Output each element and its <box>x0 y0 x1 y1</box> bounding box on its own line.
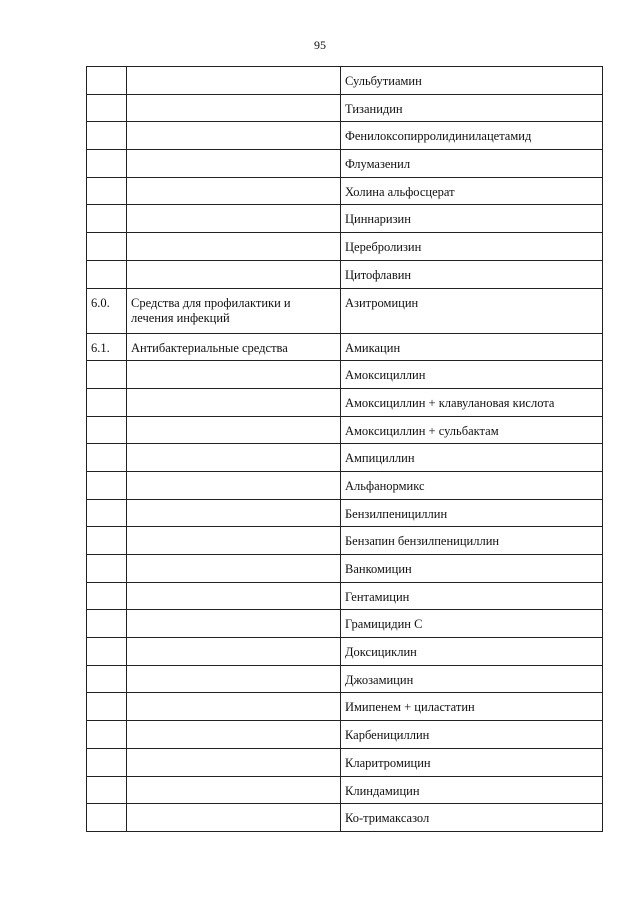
drug-name-cell: Азитромицин <box>341 288 603 333</box>
section-code-cell <box>87 748 127 776</box>
section-code-cell: 6.1. <box>87 333 127 361</box>
drug-name-cell: Карбенициллин <box>341 721 603 749</box>
section-code-cell <box>87 499 127 527</box>
category-cell <box>127 582 341 610</box>
section-code-cell <box>87 776 127 804</box>
section-code-cell <box>87 205 127 233</box>
category-cell: Средства для профилактики и лечения инфекций <box>127 288 341 333</box>
table-row <box>87 177 603 205</box>
section-code-cell <box>87 416 127 444</box>
drug-list-table <box>86 66 603 832</box>
drug-name-cell: Бензилпенициллин <box>341 499 603 527</box>
category-cell <box>127 471 341 499</box>
table-row <box>87 721 603 749</box>
section-code-cell <box>87 361 127 389</box>
table-row-section <box>87 333 603 361</box>
category-cell <box>127 610 341 638</box>
table-row <box>87 150 603 178</box>
category-cell <box>127 177 341 205</box>
category-cell <box>127 444 341 472</box>
table-row <box>87 665 603 693</box>
table-row <box>87 205 603 233</box>
category-cell <box>127 693 341 721</box>
section-code-cell <box>87 388 127 416</box>
drug-name-cell: Амоксициллин + сульбактам <box>341 416 603 444</box>
table-row <box>87 610 603 638</box>
section-code-cell <box>87 444 127 472</box>
category-cell <box>127 748 341 776</box>
category-cell <box>127 499 341 527</box>
category-cell <box>127 638 341 666</box>
drug-name-cell: Ванкомицин <box>341 555 603 583</box>
drug-name-cell: Имипенем + циластатин <box>341 693 603 721</box>
drug-name-cell: Церебролизин <box>341 233 603 261</box>
section-code-cell <box>87 555 127 583</box>
section-code-cell <box>87 122 127 150</box>
category-cell <box>127 67 341 95</box>
drug-name-cell: Доксициклин <box>341 638 603 666</box>
drug-name-cell: Тизанидин <box>341 94 603 122</box>
table-row <box>87 555 603 583</box>
category-cell <box>127 233 341 261</box>
category-cell <box>127 804 341 832</box>
category-cell <box>127 122 341 150</box>
table-row <box>87 499 603 527</box>
section-code-cell <box>87 665 127 693</box>
section-code-cell: 6.0. <box>87 288 127 333</box>
table-row <box>87 444 603 472</box>
drug-name-cell: Амоксициллин <box>341 361 603 389</box>
category-cell <box>127 205 341 233</box>
table-row <box>87 693 603 721</box>
category-cell <box>127 721 341 749</box>
table-row <box>87 67 603 95</box>
section-code-cell <box>87 150 127 178</box>
drug-name-cell: Сульбутиамин <box>341 67 603 95</box>
section-code-cell <box>87 67 127 95</box>
category-cell <box>127 260 341 288</box>
drug-name-cell: Ко-тримаксазол <box>341 804 603 832</box>
drug-list-body <box>87 67 603 832</box>
section-code-cell <box>87 260 127 288</box>
section-code-cell <box>87 693 127 721</box>
category-cell <box>127 150 341 178</box>
section-code-cell <box>87 471 127 499</box>
drug-name-cell: Грамицидин С <box>341 610 603 638</box>
drug-name-cell: Фенилоксопирролидинилацетамид <box>341 122 603 150</box>
table-row <box>87 582 603 610</box>
section-code-cell <box>87 582 127 610</box>
section-code-cell <box>87 638 127 666</box>
table-row <box>87 748 603 776</box>
drug-name-cell: Холина альфосцерат <box>341 177 603 205</box>
drug-name-cell: Флумазенил <box>341 150 603 178</box>
category-cell <box>127 94 341 122</box>
table-row <box>87 233 603 261</box>
drug-name-cell: Джозамицин <box>341 665 603 693</box>
drug-name-cell: Ампициллин <box>341 444 603 472</box>
section-code-cell <box>87 610 127 638</box>
drug-name-cell: Цитофлавин <box>341 260 603 288</box>
category-cell: Антибактериальные средства <box>127 333 341 361</box>
table-row <box>87 361 603 389</box>
category-cell <box>127 416 341 444</box>
drug-name-cell: Кларитромицин <box>341 748 603 776</box>
category-cell <box>127 388 341 416</box>
table-row <box>87 638 603 666</box>
category-cell <box>127 665 341 693</box>
section-code-cell <box>87 527 127 555</box>
category-cell <box>127 555 341 583</box>
category-cell <box>127 361 341 389</box>
table-row <box>87 776 603 804</box>
table-row-section <box>87 288 603 333</box>
page-number: 95 <box>314 38 326 52</box>
drug-name-cell: Гентамицин <box>341 582 603 610</box>
section-code-cell <box>87 233 127 261</box>
table-row <box>87 122 603 150</box>
table-row <box>87 260 603 288</box>
drug-name-cell: Бензапин бензилпенициллин <box>341 527 603 555</box>
table-row <box>87 804 603 832</box>
drug-name-cell: Клиндамицин <box>341 776 603 804</box>
section-code-cell <box>87 721 127 749</box>
section-code-cell <box>87 94 127 122</box>
table-row <box>87 94 603 122</box>
category-cell <box>127 776 341 804</box>
table-row <box>87 416 603 444</box>
drug-name-cell: Амикацин <box>341 333 603 361</box>
section-code-cell <box>87 804 127 832</box>
table-row <box>87 471 603 499</box>
table-row <box>87 388 603 416</box>
drug-name-cell: Амоксициллин + клавулановая кислота <box>341 388 603 416</box>
table-row <box>87 527 603 555</box>
drug-name-cell: Альфанормикс <box>341 471 603 499</box>
section-code-cell <box>87 177 127 205</box>
drug-name-cell: Циннаризин <box>341 205 603 233</box>
category-cell <box>127 527 341 555</box>
